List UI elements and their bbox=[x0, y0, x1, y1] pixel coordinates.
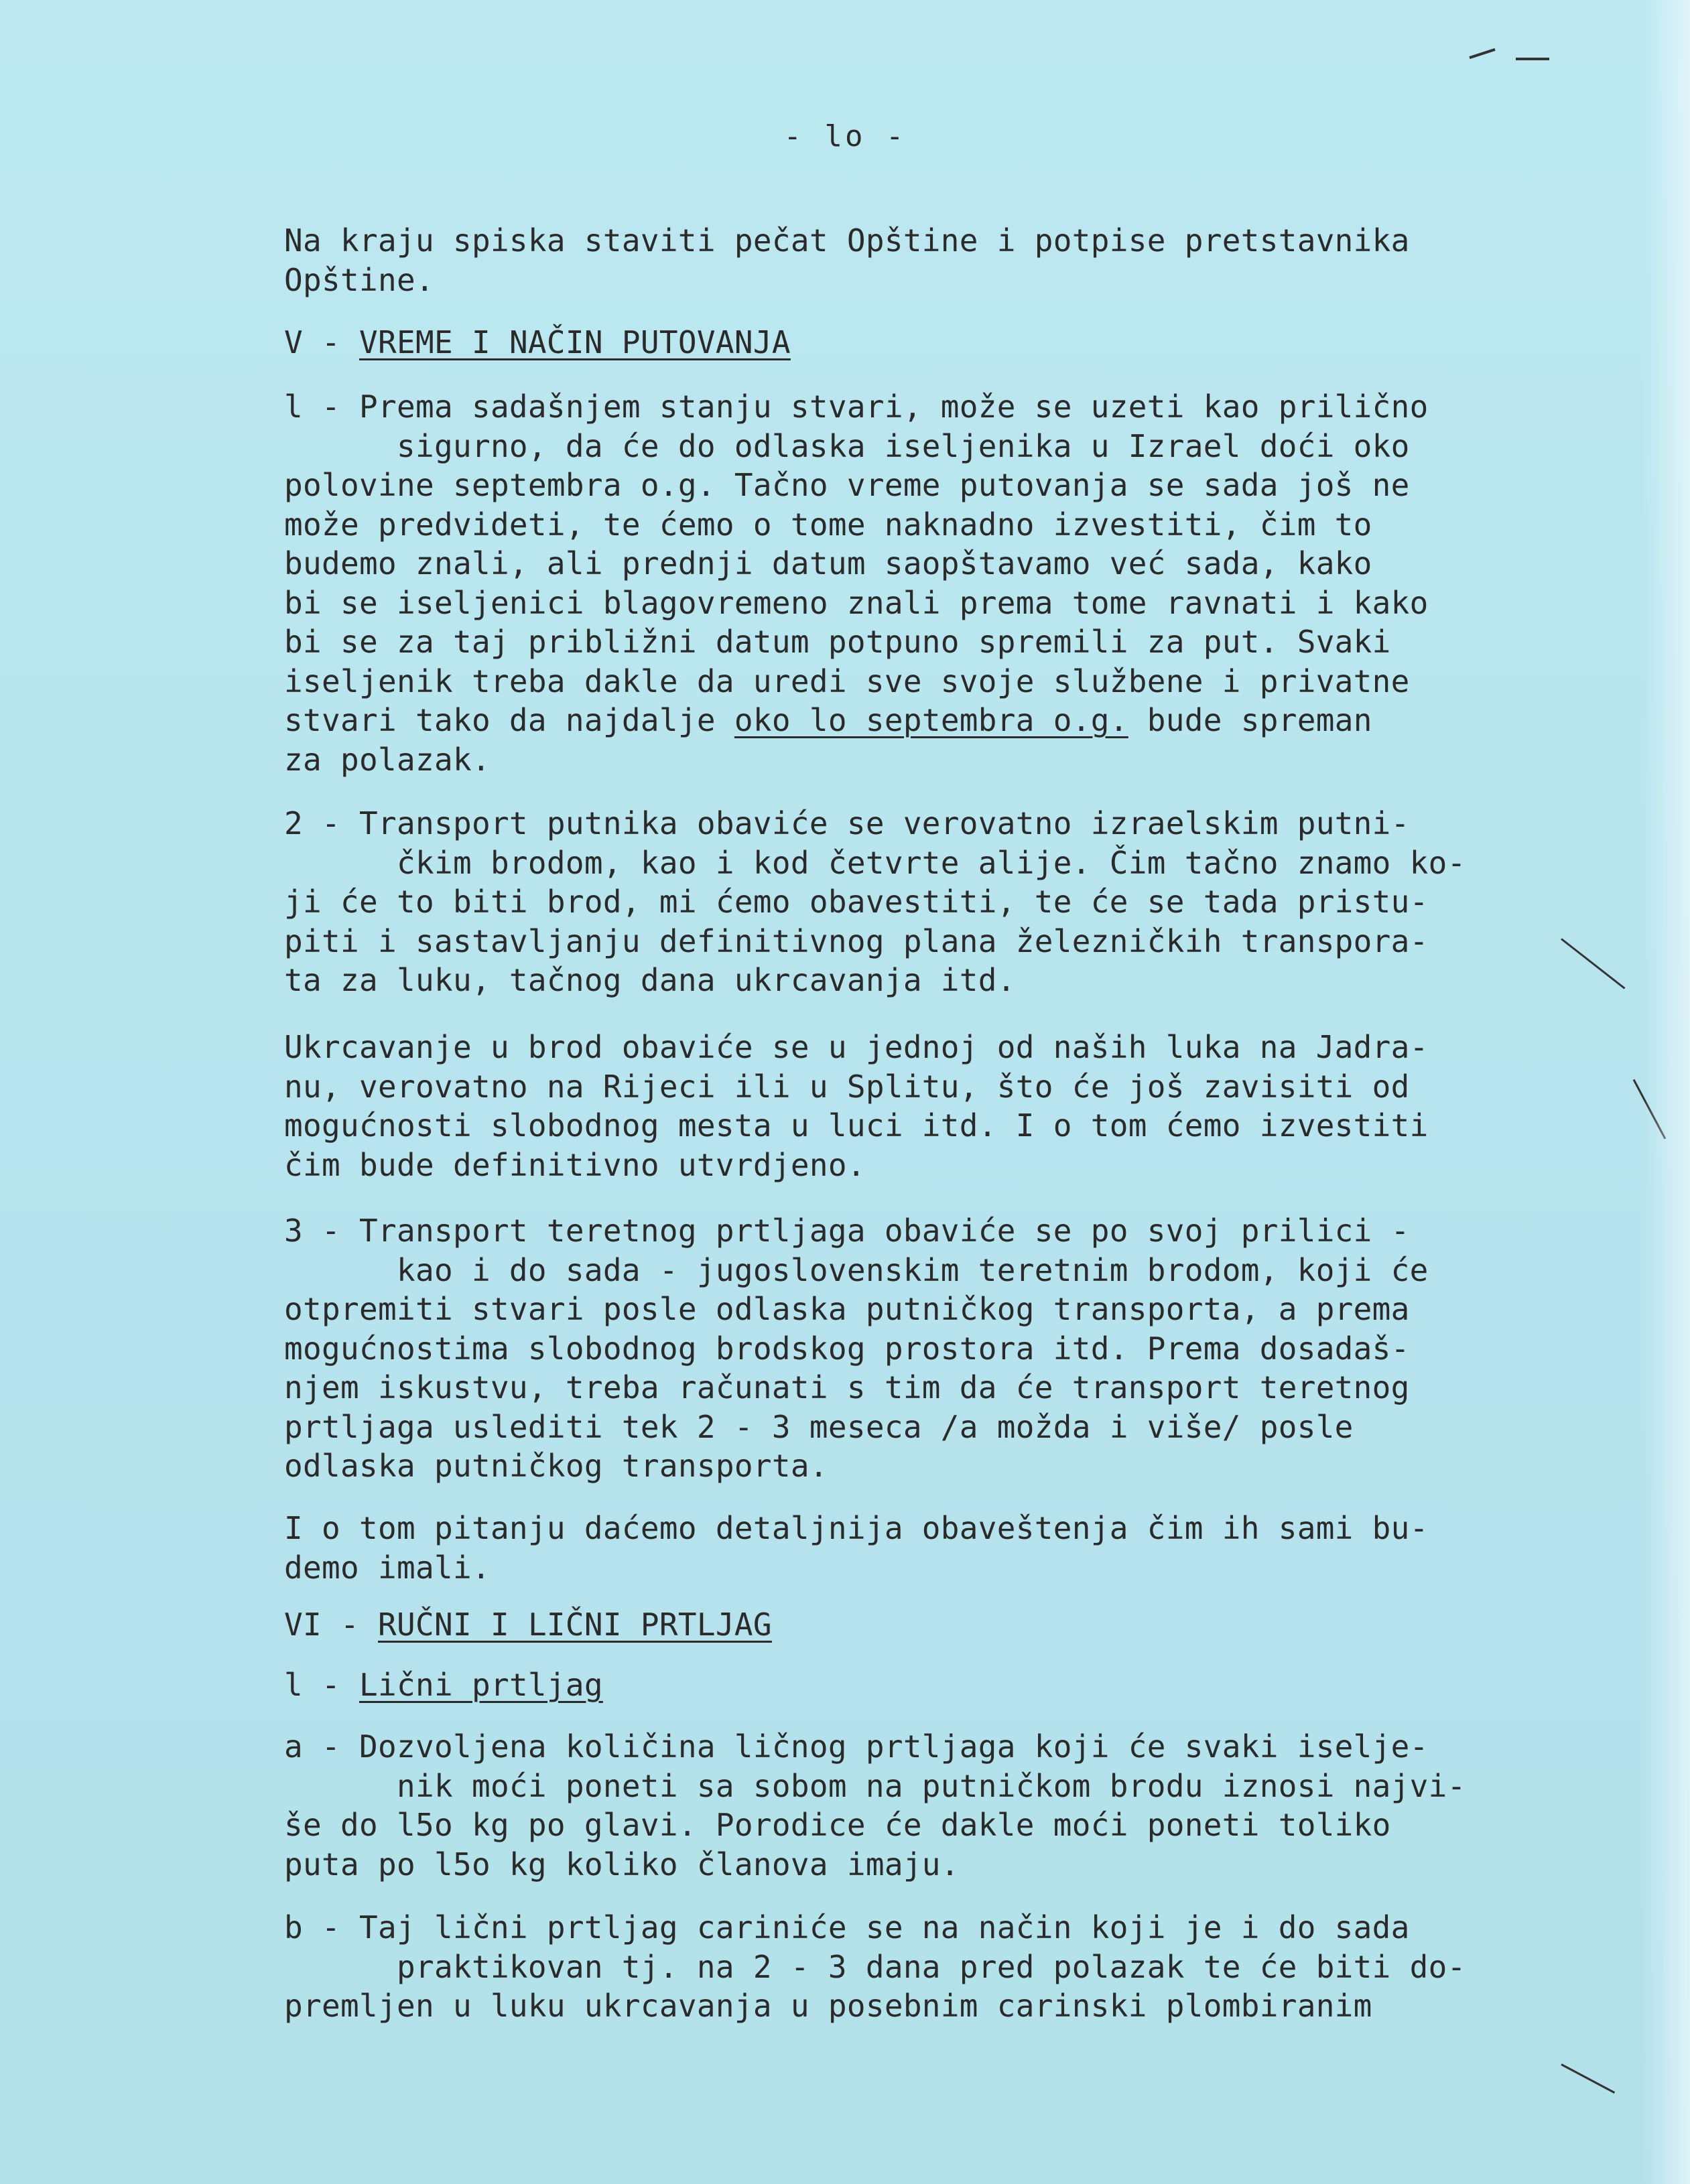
text-line: odlaska putničkog transporta. bbox=[284, 1448, 828, 1484]
text-line: čkim brodom, kao i kod četvrte alije. Čim tačno znamo ko- bbox=[284, 844, 1466, 881]
paragraph-vi-a bbox=[284, 1727, 1564, 1884]
text-line: Na kraju spiska staviti pečat Opštine i potpise pretstavnika bbox=[284, 222, 1410, 259]
text-span: stvari tako da najdalje bbox=[284, 702, 734, 738]
section-numeral: VI - bbox=[284, 1607, 378, 1643]
subsection-numeral: l - bbox=[284, 1667, 359, 1703]
text-line: mogućnosti slobodnog mesta u luci itd. I o tom ćemo izvestiti bbox=[284, 1107, 1429, 1144]
paragraph-vi-b bbox=[284, 1908, 1564, 2026]
text-line: 2 - Transport putnika obaviće se verovatno izraelskim putni- bbox=[284, 805, 1410, 841]
text-line: mogućnostima slobodnog brodskog prostora itd. Prema dosadaš- bbox=[284, 1330, 1410, 1367]
text-line: polovine septembra o.g. Tačno vreme putovanja se sada još ne bbox=[284, 467, 1410, 503]
paragraph-v-1 bbox=[284, 387, 1564, 779]
section-v-heading bbox=[284, 323, 1564, 362]
text-line: še do l5o kg po glavi. Porodice će dakle moći poneti toliko bbox=[284, 1807, 1391, 1843]
text-line: iseljenik treba dakle da uredi sve svoje službene i privatne bbox=[284, 663, 1410, 699]
text-line: I o tom pitanju daćemo detaljnija obaveštenja čim ih sami bu- bbox=[284, 1510, 1429, 1546]
text-line: sigurno, da će do odlaska iseljenika u Izrael doći oko bbox=[284, 427, 1410, 464]
text-line: piti i sastavljanju definitivnog plana železničkih transpora- bbox=[284, 923, 1429, 959]
text-line: Ukrcavanje u brod obaviće se u jednoj od naših luka na Jadra- bbox=[284, 1029, 1429, 1065]
text-line: Opštine. bbox=[284, 261, 434, 298]
section-numeral: V - bbox=[284, 324, 359, 360]
text-line: može predvideti, te ćemo o tome naknadno izvestiti, čim to bbox=[284, 506, 1372, 543]
subsection-title: Lični prtljag bbox=[359, 1667, 603, 1703]
page-number: - lo - bbox=[783, 119, 907, 153]
text-line: ta za luku, tačnog dana ukrcavanja itd. bbox=[284, 962, 1016, 998]
scan-mark bbox=[1561, 2063, 1615, 2094]
text-line: demo imali. bbox=[284, 1549, 491, 1586]
text-line: nik moći poneti sa sobom na putničkom brodu iznosi najvi- bbox=[284, 1767, 1466, 1804]
text-line: 3 - Transport teretnog prtljaga obaviće se po svoj prilici - bbox=[284, 1213, 1410, 1249]
text-line: nu, verovatno na Rijeci ili u Splitu, što će još zavisiti od bbox=[284, 1068, 1410, 1105]
paragraph-v-5 bbox=[284, 1509, 1564, 1587]
section-vi-heading bbox=[284, 1605, 1564, 1645]
section-title: VREME I NAČIN PUTOVANJA bbox=[359, 324, 791, 360]
subsection-heading bbox=[284, 1665, 1564, 1705]
text-line: budemo znali, ali prednji datum saopštavamo već sada, kako bbox=[284, 545, 1372, 582]
text-line: ji će to biti brod, mi ćemo obavestiti, te će se tada pristu- bbox=[284, 884, 1429, 920]
scan-mark bbox=[1561, 938, 1625, 989]
text-line: njem iskustvu, treba računati s tim da će transport teretnog bbox=[284, 1369, 1410, 1406]
text-line: premljen u luku ukrcavanja u posebnim carinski plombiranim bbox=[284, 1988, 1372, 2024]
scan-mark bbox=[1469, 48, 1495, 59]
text-line: kao i do sada - jugoslovenskim teretnim brodom, koji će bbox=[284, 1251, 1429, 1288]
paragraph-v-3 bbox=[284, 1028, 1564, 1184]
text-line: čim bude definitivno utvrdjeno. bbox=[284, 1146, 866, 1183]
text-line: bi se za taj približni datum potpuno spremili za put. Svaki bbox=[284, 624, 1391, 660]
scan-mark bbox=[1633, 1079, 1667, 1140]
text-line: prtljaga uslediti tek 2 - 3 meseca /a možda i više/ posle bbox=[284, 1408, 1354, 1445]
text-line: otpremiti stvari posle odlaska putničkog transporta, a prema bbox=[284, 1291, 1410, 1327]
text-line: b - Taj lični prtljag cariniće se na način koji je i do sada bbox=[284, 1909, 1410, 1946]
text-line: praktikovan tj. na 2 - 3 dana pred polazak te će biti do- bbox=[284, 1948, 1466, 1985]
section-title: RUČNI I LIČNI PRTLJAG bbox=[377, 1607, 772, 1643]
text-line: a - Dozvoljena količina ličnog prtljaga koji će svaki iselje- bbox=[284, 1728, 1429, 1765]
paragraph-v-4 bbox=[284, 1211, 1564, 1486]
underlined-date: oko lo septembra o.g. bbox=[734, 702, 1128, 738]
paragraph-v-2 bbox=[284, 804, 1564, 1000]
scan-mark bbox=[1516, 58, 1549, 60]
text-line: l - Prema sadašnjem stanju stvari, može se uzeti kao prilično bbox=[284, 389, 1429, 425]
text-line: puta po l5o kg koliko članova imaju. bbox=[284, 1846, 960, 1883]
text-line: za polazak. bbox=[284, 741, 491, 778]
text-line: bi se iseljenici blagovremeno znali prema tome ravnati i kako bbox=[284, 584, 1429, 621]
text-line bbox=[284, 701, 1564, 740]
text-span: bude spreman bbox=[1128, 702, 1372, 738]
intro-paragraph bbox=[284, 221, 1564, 299]
